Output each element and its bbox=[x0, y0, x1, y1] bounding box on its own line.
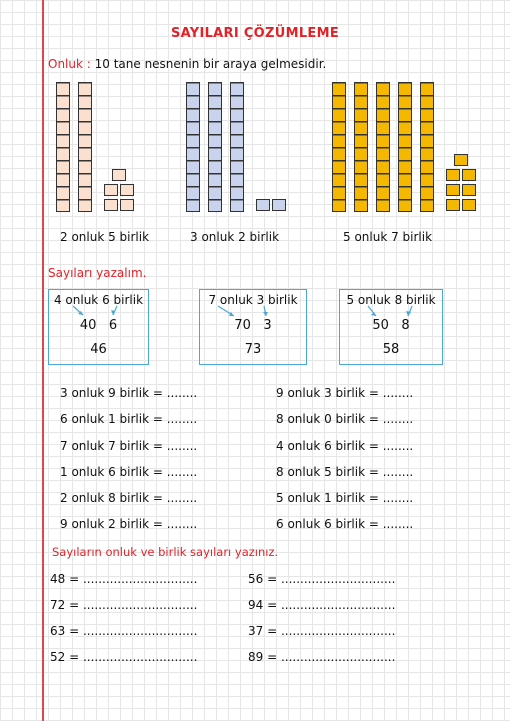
tens-rod bbox=[398, 82, 412, 212]
example-ones-value: 3 bbox=[263, 318, 272, 333]
exercise-item[interactable]: 2 onluk 8 birlik = ........ bbox=[60, 491, 198, 505]
definition bbox=[48, 57, 326, 71]
tens-rod bbox=[332, 82, 346, 212]
block-caption-2: 3 onluk 2 birlik bbox=[190, 230, 280, 244]
ones-cube bbox=[120, 199, 134, 211]
example-parts bbox=[340, 318, 442, 333]
ones-cube bbox=[446, 184, 460, 196]
example-ones-value: 6 bbox=[108, 318, 118, 333]
exercise-item[interactable]: 1 onluk 6 birlik = ........ bbox=[60, 465, 198, 479]
ones-cube bbox=[446, 199, 460, 211]
tens-rod bbox=[56, 82, 70, 212]
section-heading-write: Sayıları yazalım. bbox=[48, 266, 147, 280]
ones-cube bbox=[454, 154, 468, 166]
ones-cube bbox=[462, 169, 476, 181]
example-parts bbox=[200, 318, 306, 333]
decompose-item[interactable]: 72 = .............................. bbox=[50, 598, 198, 612]
page-title: SAYILARI ÇÖZÜMLEME bbox=[170, 26, 340, 41]
block-group-2 bbox=[186, 82, 286, 217]
ones-cube bbox=[104, 199, 118, 211]
tens-rod bbox=[376, 82, 390, 212]
example-parts bbox=[49, 318, 148, 333]
section-heading-decompose: Sayıların onluk ve birlik sayıları yazınız. bbox=[52, 545, 279, 559]
tens-rod bbox=[78, 82, 92, 212]
definition-term: Onluk : bbox=[48, 57, 91, 71]
ones-cube bbox=[462, 199, 476, 211]
ones-cube bbox=[120, 184, 134, 196]
decompose-item[interactable]: 52 = .............................. bbox=[50, 650, 198, 664]
example-tens-value: 40 bbox=[79, 318, 97, 333]
tens-rod bbox=[230, 82, 244, 212]
block-caption-3: 5 onluk 7 birlik bbox=[343, 230, 433, 244]
ones-cube bbox=[104, 184, 118, 196]
example-box-3 bbox=[339, 289, 443, 365]
decompose-item[interactable]: 63 = .............................. bbox=[50, 624, 198, 638]
exercise-item[interactable]: 5 onluk 1 birlik = ........ bbox=[276, 491, 414, 505]
tens-rod bbox=[186, 82, 200, 212]
example-prompt: 7 onluk 3 birlik bbox=[208, 293, 298, 307]
example-result: 58 bbox=[382, 342, 400, 357]
block-group-3 bbox=[332, 82, 472, 217]
margin-line bbox=[42, 0, 44, 721]
ones-cube bbox=[272, 199, 286, 211]
exercise-item[interactable]: 7 onluk 7 birlik = ........ bbox=[60, 439, 198, 453]
example-tens-value: 70 bbox=[234, 318, 251, 333]
decompose-item[interactable]: 94 = .............................. bbox=[248, 598, 396, 612]
decompose-item[interactable]: 37 = .............................. bbox=[248, 624, 396, 638]
ones-cube bbox=[462, 184, 476, 196]
example-prompt: 5 onluk 8 birlik bbox=[346, 293, 436, 307]
definition-text: 10 tane nesnenin bir araya gelmesidir. bbox=[94, 57, 327, 71]
exercise-item[interactable]: 8 onluk 0 birlik = ........ bbox=[276, 412, 414, 426]
decompose-item[interactable]: 89 = .............................. bbox=[248, 650, 396, 664]
example-box-2 bbox=[199, 289, 307, 365]
tens-rod bbox=[354, 82, 368, 212]
ones-cube bbox=[446, 169, 460, 181]
decompose-item[interactable]: 56 = .............................. bbox=[248, 572, 396, 586]
exercise-item[interactable]: 9 onluk 3 birlik = ........ bbox=[276, 386, 414, 400]
example-box-1 bbox=[48, 289, 149, 365]
tens-rod bbox=[208, 82, 222, 212]
example-ones-value: 8 bbox=[401, 318, 410, 333]
ones-cube bbox=[112, 169, 126, 181]
decompose-item[interactable]: 48 = .............................. bbox=[50, 572, 198, 586]
exercise-item[interactable]: 6 onluk 1 birlik = ........ bbox=[60, 412, 198, 426]
block-group-1 bbox=[56, 82, 156, 217]
tens-rod bbox=[420, 82, 434, 212]
ones-cube bbox=[256, 199, 270, 211]
exercise-item[interactable]: 3 onluk 9 birlik = ........ bbox=[60, 386, 198, 400]
example-result: 46 bbox=[90, 342, 107, 357]
exercise-item[interactable]: 9 onluk 2 birlik = ........ bbox=[60, 517, 198, 531]
exercise-item[interactable]: 6 onluk 6 birlik = ........ bbox=[276, 517, 414, 531]
example-tens-value: 50 bbox=[372, 318, 389, 333]
exercise-item[interactable]: 4 onluk 6 birlik = ........ bbox=[276, 439, 414, 453]
block-caption-1: 2 onluk 5 birlik bbox=[60, 230, 150, 244]
example-prompt: 4 onluk 6 birlik bbox=[53, 293, 144, 307]
example-result: 73 bbox=[244, 342, 262, 357]
exercise-item[interactable]: 8 onluk 5 birlik = ........ bbox=[276, 465, 414, 479]
